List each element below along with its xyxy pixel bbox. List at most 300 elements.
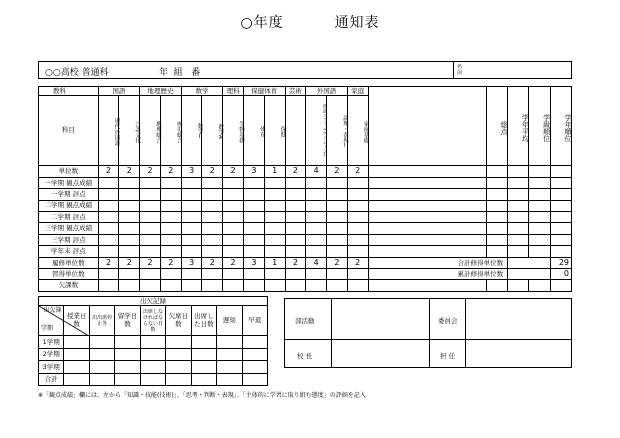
grade-cell: 2 bbox=[160, 166, 181, 177]
summary-cell bbox=[368, 177, 486, 188]
grade-cell bbox=[181, 269, 202, 280]
grade-cell bbox=[160, 211, 181, 222]
grade-row-label: 二学期 観点成績 bbox=[39, 200, 99, 211]
grade-cell: 2 bbox=[327, 166, 348, 177]
attendance-cell bbox=[64, 336, 89, 349]
grade-cell bbox=[140, 246, 161, 257]
summary-cell bbox=[529, 166, 550, 177]
subject-name: 地理総合 bbox=[140, 96, 161, 166]
grade-cell bbox=[140, 189, 161, 200]
club-activities-label: 部活動 bbox=[295, 317, 315, 325]
attendance-cell bbox=[191, 361, 216, 374]
grade-cell bbox=[98, 269, 119, 280]
subject-name: 家庭基礎 bbox=[347, 96, 368, 166]
grade-row bbox=[39, 200, 572, 211]
subject-group-header: 数学 bbox=[181, 87, 223, 96]
attendance-cell bbox=[89, 373, 114, 386]
summary-cell bbox=[550, 211, 571, 222]
attendance-column-header: 授業日数 bbox=[64, 306, 89, 336]
grade-cell bbox=[119, 189, 140, 200]
grade-cell bbox=[119, 223, 140, 234]
grade-row-label: 単位数 bbox=[39, 166, 99, 177]
summary-cell bbox=[486, 234, 507, 245]
grade-cell bbox=[243, 200, 264, 211]
summary-cell bbox=[368, 280, 486, 292]
grade-row-label: 二学期 評点 bbox=[39, 211, 99, 222]
grade-cell bbox=[347, 280, 368, 292]
attendance-cell bbox=[166, 336, 191, 349]
subject-group-header: 理科 bbox=[223, 87, 244, 96]
student-header bbox=[38, 61, 572, 79]
grade-cell bbox=[285, 177, 306, 188]
grade-cell bbox=[119, 211, 140, 222]
grade-row-label: 欠課数 bbox=[39, 280, 99, 292]
attendance-row bbox=[39, 361, 268, 374]
attendance-cell bbox=[64, 361, 89, 374]
summary-cell bbox=[508, 234, 529, 245]
grade-cell: 2 bbox=[223, 166, 244, 177]
term-label: 2学期 bbox=[39, 348, 64, 361]
summary-cell bbox=[529, 189, 550, 200]
summary-cell bbox=[508, 211, 529, 222]
grade-cell bbox=[327, 189, 348, 200]
attendance-row bbox=[39, 348, 268, 361]
grade-cell: 2 bbox=[119, 257, 140, 268]
grade-cell: 3 bbox=[243, 166, 264, 177]
grade-cell bbox=[181, 189, 202, 200]
grade-cell bbox=[160, 269, 181, 280]
summary-header: 総点 bbox=[486, 87, 507, 166]
summary-cell bbox=[486, 177, 507, 188]
grade-cell bbox=[98, 211, 119, 222]
summary-cell bbox=[368, 200, 486, 211]
summary-cell bbox=[486, 189, 507, 200]
grade-cell bbox=[202, 177, 223, 188]
summary-cell bbox=[529, 223, 550, 234]
attendance-cell bbox=[191, 348, 216, 361]
summary-cell bbox=[368, 189, 486, 200]
grade-cell bbox=[285, 189, 306, 200]
grade-cell bbox=[264, 246, 285, 257]
credit-summary-label: 合計修得単位数 bbox=[368, 257, 508, 268]
grade-cell: 2 bbox=[285, 166, 306, 177]
attendance-cell bbox=[115, 373, 140, 386]
name-label: 名前 bbox=[457, 64, 463, 76]
grade-cell bbox=[140, 280, 161, 292]
grade-cell bbox=[347, 269, 368, 280]
attendance-cell bbox=[89, 361, 114, 374]
grade-cell bbox=[202, 189, 223, 200]
subject-group-header: 芸術 bbox=[285, 87, 306, 96]
grade-cell: 3 bbox=[181, 166, 202, 177]
grade-cell bbox=[223, 189, 244, 200]
grade-cell bbox=[347, 211, 368, 222]
attendance-cell bbox=[166, 373, 191, 386]
summary-cell bbox=[529, 234, 550, 245]
grade-cell: 3 bbox=[243, 257, 264, 268]
summary-cell bbox=[550, 246, 571, 257]
grade-cell bbox=[181, 280, 202, 292]
grade-row-label: 習得単位数 bbox=[39, 269, 99, 280]
grade-cell: 2 bbox=[347, 166, 368, 177]
grade-cell bbox=[243, 189, 264, 200]
attendance-cell bbox=[191, 336, 216, 349]
title-report: 通知表 bbox=[334, 15, 380, 31]
grade-cell bbox=[285, 269, 306, 280]
grade-cell bbox=[119, 177, 140, 188]
grade-cell bbox=[327, 269, 348, 280]
grade-cell bbox=[327, 200, 348, 211]
corner-subject-area: 教科 bbox=[39, 87, 99, 96]
grade-cell bbox=[98, 246, 119, 257]
grade-cell bbox=[243, 246, 264, 257]
grade-row-label: 一学期 観点成績 bbox=[39, 177, 99, 188]
grade-cell bbox=[202, 269, 223, 280]
credit-summary-label: 累計修得単位数 bbox=[368, 269, 508, 280]
attendance-cell bbox=[115, 336, 140, 349]
attendance-cell bbox=[140, 348, 165, 361]
attendance-cell bbox=[140, 361, 165, 374]
summary-header: 学級順位 bbox=[529, 87, 550, 166]
grade-cell bbox=[327, 234, 348, 245]
grade-cell bbox=[181, 246, 202, 257]
subject-group-header: 国語 bbox=[98, 87, 140, 96]
attendance-cell bbox=[217, 336, 242, 349]
grade-cell bbox=[306, 280, 327, 292]
grade-cell bbox=[223, 177, 244, 188]
grade-cell bbox=[181, 200, 202, 211]
grade-cell bbox=[223, 200, 244, 211]
attendance-column-header: 欠席日数 bbox=[166, 306, 191, 336]
summary-cell bbox=[508, 189, 529, 200]
attendance-title: 出欠記録 bbox=[39, 297, 268, 306]
principal-label: 校 長 bbox=[297, 352, 313, 360]
attendance-cell bbox=[217, 373, 242, 386]
grade-cell bbox=[202, 223, 223, 234]
grade-cell bbox=[160, 200, 181, 211]
corner-top-label: 出欠簿 bbox=[43, 307, 62, 314]
subject-name bbox=[285, 96, 306, 166]
grade-cell: 1 bbox=[264, 257, 285, 268]
grade-cell bbox=[306, 189, 327, 200]
summary-cell bbox=[508, 200, 529, 211]
corner-bottom-label: 学期 bbox=[41, 325, 54, 332]
attendance-cell bbox=[140, 336, 165, 349]
grade-cell bbox=[98, 189, 119, 200]
summary-cell bbox=[508, 246, 529, 257]
grade-cell: 2 bbox=[140, 257, 161, 268]
grade-cell bbox=[202, 246, 223, 257]
summary-cell bbox=[368, 234, 486, 245]
grade-cell bbox=[160, 280, 181, 292]
grade-cell bbox=[98, 234, 119, 245]
summary-cell bbox=[368, 166, 486, 177]
attendance-cell bbox=[140, 373, 165, 386]
grade-cell: 2 bbox=[327, 257, 348, 268]
subject-name: 現代の国語 bbox=[98, 96, 119, 166]
grade-cell bbox=[140, 223, 161, 234]
subject-name: 歴史総合 bbox=[160, 96, 181, 166]
grade-cell bbox=[264, 234, 285, 245]
grade-cell bbox=[347, 223, 368, 234]
grade-cell: 2 bbox=[140, 166, 161, 177]
grade-cell bbox=[140, 211, 161, 222]
attendance-cell bbox=[64, 373, 89, 386]
grade-row-label: 三学期 評点 bbox=[39, 234, 99, 245]
summary-header: 学年平均 bbox=[508, 87, 529, 166]
attendance-corner bbox=[39, 306, 64, 336]
attendance-column-header: 出席した日数 bbox=[191, 306, 216, 336]
school-line: ○○高校 普通科 bbox=[45, 68, 109, 78]
grade-row-label: 履修単位数 bbox=[39, 257, 99, 268]
grade-row bbox=[39, 189, 572, 200]
grade-cell bbox=[140, 234, 161, 245]
grade-cell bbox=[264, 200, 285, 211]
summary-cell bbox=[529, 246, 550, 257]
grade-cell bbox=[285, 234, 306, 245]
grade-cell bbox=[306, 223, 327, 234]
attendance-cell bbox=[115, 361, 140, 374]
subject-name: 保健 bbox=[264, 96, 285, 166]
grade-cell bbox=[306, 246, 327, 257]
grade-cell bbox=[264, 177, 285, 188]
homeroom-teacher-label: 担 任 bbox=[440, 352, 456, 360]
committee-label: 委員会 bbox=[438, 317, 458, 325]
credit-summary-value: 29 bbox=[550, 257, 571, 268]
summary-cell bbox=[550, 223, 571, 234]
grade-cell bbox=[306, 234, 327, 245]
summary-cell bbox=[486, 166, 507, 177]
attendance-cell bbox=[166, 361, 191, 374]
attendance-column-header: 早退 bbox=[242, 306, 268, 336]
grade-cell bbox=[160, 177, 181, 188]
grade-cell bbox=[264, 189, 285, 200]
grades-table bbox=[38, 86, 572, 292]
grade-cell bbox=[202, 200, 223, 211]
right-spacer bbox=[368, 87, 486, 166]
summary-cell bbox=[550, 189, 571, 200]
page-title bbox=[0, 12, 620, 32]
summary-cell bbox=[486, 211, 507, 222]
grade-cell bbox=[98, 200, 119, 211]
attendance-cell bbox=[64, 348, 89, 361]
summary-cell bbox=[486, 280, 507, 292]
grade-row bbox=[39, 257, 572, 268]
summary-cell bbox=[486, 246, 507, 257]
summary-cell bbox=[508, 177, 529, 188]
summary-cell bbox=[368, 246, 486, 257]
grade-cell bbox=[140, 269, 161, 280]
grade-cell bbox=[119, 280, 140, 292]
summary-cell bbox=[550, 280, 571, 292]
grade-cell bbox=[160, 189, 181, 200]
grade-cell: 3 bbox=[181, 257, 202, 268]
grade-row bbox=[39, 234, 572, 245]
grade-cell bbox=[202, 280, 223, 292]
attendance-cell bbox=[242, 348, 268, 361]
grade-cell bbox=[347, 189, 368, 200]
grade-cell bbox=[306, 269, 327, 280]
footnote: ※「観点成績」欄には、左から「知識・技能(技術)」、「思考・判断・表現」、「主体的に学習に取り組む態度」の評価を記入 bbox=[38, 392, 366, 399]
subject-group-header: 保健体育 bbox=[243, 87, 285, 96]
grade-cell bbox=[202, 211, 223, 222]
remarks-box bbox=[284, 298, 572, 368]
grade-cell bbox=[181, 177, 202, 188]
grade-cell bbox=[223, 223, 244, 234]
grade-cell: 2 bbox=[160, 257, 181, 268]
credit-summary-value: 0 bbox=[550, 269, 571, 280]
class-line: 年 組 番 bbox=[159, 68, 201, 78]
grade-row bbox=[39, 280, 572, 292]
attendance-row bbox=[39, 373, 268, 386]
grade-cell: 2 bbox=[285, 257, 306, 268]
grade-cell bbox=[181, 234, 202, 245]
grade-cell bbox=[347, 177, 368, 188]
subject-name: 論理・表現Ⅰ bbox=[327, 96, 348, 166]
grade-cell bbox=[202, 234, 223, 245]
grade-cell bbox=[306, 177, 327, 188]
subject-group-header: 家庭 bbox=[347, 87, 368, 96]
grade-cell: 2 bbox=[223, 257, 244, 268]
attendance-cell bbox=[89, 336, 114, 349]
grade-row-label: 一学期 評点 bbox=[39, 189, 99, 200]
attendance-table bbox=[38, 296, 268, 386]
subject-group-header: 外国語 bbox=[306, 87, 348, 96]
grade-cell: 2 bbox=[98, 257, 119, 268]
grade-cell bbox=[285, 200, 306, 211]
summary-cell bbox=[508, 166, 529, 177]
subject-name: 英語コミュニケーションⅠ bbox=[306, 96, 327, 166]
grade-cell bbox=[98, 280, 119, 292]
attendance-row bbox=[39, 336, 268, 349]
summary-cell bbox=[550, 200, 571, 211]
summary-header: 学年順位 bbox=[550, 87, 571, 166]
grade-row bbox=[39, 223, 572, 234]
grade-cell bbox=[327, 177, 348, 188]
summary-cell bbox=[550, 234, 571, 245]
term-label: 3学期 bbox=[39, 361, 64, 374]
attendance-column-header: 留学日数 bbox=[115, 306, 140, 336]
title-year: ○年度 bbox=[240, 15, 284, 31]
term-label: 合計 bbox=[39, 373, 64, 386]
grade-cell bbox=[264, 211, 285, 222]
grade-row bbox=[39, 166, 572, 177]
summary-cell bbox=[508, 280, 529, 292]
summary-cell bbox=[529, 200, 550, 211]
summary-cell bbox=[550, 177, 571, 188]
attendance-cell bbox=[89, 348, 114, 361]
corner-subject: 科目 bbox=[39, 96, 99, 166]
grade-row-label: 学年末 評点 bbox=[39, 246, 99, 257]
grade-cell bbox=[223, 211, 244, 222]
attendance-cell bbox=[217, 348, 242, 361]
grade-row bbox=[39, 211, 572, 222]
term-label: 1学期 bbox=[39, 336, 64, 349]
grade-cell bbox=[264, 223, 285, 234]
summary-cell bbox=[529, 211, 550, 222]
attendance-cell bbox=[242, 373, 268, 386]
grade-row bbox=[39, 269, 572, 280]
grade-cell: 4 bbox=[306, 257, 327, 268]
summary-cell bbox=[486, 223, 507, 234]
grade-cell bbox=[119, 246, 140, 257]
attendance-column-header: 遅刻 bbox=[217, 306, 242, 336]
attendance-cell bbox=[242, 336, 268, 349]
grade-cell bbox=[243, 223, 264, 234]
subject-name: 数学A bbox=[202, 96, 223, 166]
grade-cell bbox=[98, 223, 119, 234]
attendance-cell bbox=[166, 348, 191, 361]
summary-cell bbox=[550, 166, 571, 177]
grade-cell bbox=[327, 246, 348, 257]
summary-cell bbox=[368, 211, 486, 222]
grade-cell bbox=[140, 200, 161, 211]
grade-cell bbox=[223, 280, 244, 292]
grade-cell: 2 bbox=[98, 166, 119, 177]
summary-cell bbox=[529, 177, 550, 188]
grade-cell bbox=[160, 246, 181, 257]
summary-cell bbox=[508, 223, 529, 234]
grade-cell bbox=[347, 234, 368, 245]
grade-cell bbox=[243, 234, 264, 245]
grade-cell bbox=[119, 234, 140, 245]
grade-cell: 1 bbox=[264, 166, 285, 177]
grade-cell: 2 bbox=[119, 166, 140, 177]
grade-cell bbox=[306, 211, 327, 222]
grade-cell bbox=[243, 280, 264, 292]
grade-cell bbox=[223, 269, 244, 280]
grade-cell bbox=[285, 246, 306, 257]
grade-cell bbox=[160, 234, 181, 245]
grade-cell bbox=[119, 200, 140, 211]
grade-row bbox=[39, 246, 572, 257]
grade-cell bbox=[285, 211, 306, 222]
grade-cell: 2 bbox=[202, 257, 223, 268]
grade-cell bbox=[327, 211, 348, 222]
summary-cell bbox=[529, 280, 550, 292]
grade-cell bbox=[243, 269, 264, 280]
grade-cell bbox=[98, 177, 119, 188]
attendance-cell bbox=[115, 348, 140, 361]
grade-cell bbox=[243, 211, 264, 222]
grade-cell bbox=[223, 234, 244, 245]
summary-cell bbox=[368, 223, 486, 234]
attendance-cell bbox=[242, 361, 268, 374]
subject-name: 数学Ⅰ bbox=[181, 96, 202, 166]
grade-cell bbox=[347, 246, 368, 257]
attendance-cell bbox=[217, 361, 242, 374]
grade-cell bbox=[285, 223, 306, 234]
grade-cell bbox=[327, 280, 348, 292]
grade-cell bbox=[140, 177, 161, 188]
grade-cell: 2 bbox=[202, 166, 223, 177]
grade-cell bbox=[264, 280, 285, 292]
attendance-cell bbox=[191, 373, 216, 386]
grade-cell bbox=[285, 280, 306, 292]
attendance-column-header: 出出席停止等 bbox=[89, 306, 114, 336]
subject-name: 体育 bbox=[243, 96, 264, 166]
subject-name: 言語文化 bbox=[119, 96, 140, 166]
grade-cell bbox=[347, 200, 368, 211]
grade-cell bbox=[264, 269, 285, 280]
grade-cell bbox=[119, 269, 140, 280]
grade-cell bbox=[181, 211, 202, 222]
subject-name: 生物基礎 bbox=[223, 96, 244, 166]
grade-cell bbox=[243, 177, 264, 188]
grade-row-label: 三学期 観点成績 bbox=[39, 223, 99, 234]
attendance-column-header: 出席しなければならない日数 bbox=[140, 306, 165, 336]
grade-cell: 4 bbox=[306, 166, 327, 177]
